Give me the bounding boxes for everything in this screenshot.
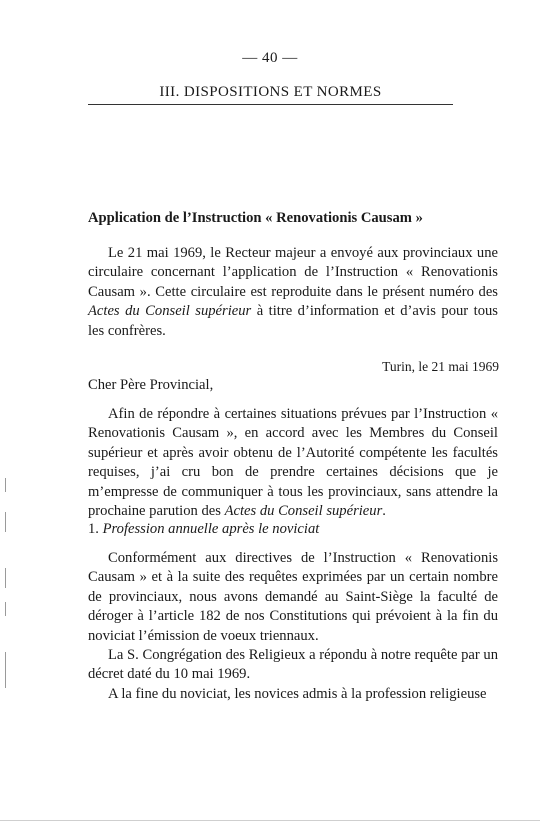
scan-mark bbox=[5, 652, 6, 688]
subsection-title: Profession annuelle après le noviciat bbox=[102, 521, 320, 537]
section-title: III. DISPOSITIONS ET NORMES bbox=[159, 84, 382, 100]
dateline: Turin, le 21 mai 1969 bbox=[382, 359, 499, 374]
intro-text-1: Le 21 mai 1969, le Recteur majeur a envoyé aux provinciaux une circulaire concernant l’application de l’Instruction « Renovationis Causam ». Cette circulaire est reproduite dans le présent numéro des bbox=[88, 245, 498, 300]
letter-paragraph-3: La S. Congrégation des Religieux a répondu à notre requête par un décret daté du 10 mai 1969. bbox=[88, 647, 498, 683]
letter-para1-italic-title: Actes du Conseil supérieur bbox=[224, 503, 383, 520]
letter-paragraph-2: Conformément aux directives de l’Instruction « Renovationis Causam » et à la suite des requêtes exprimées par un certain nombre de provinciaux, nous avons demandé au Saint-Siège la faculté de déroger à l’article 182 de nos Constitutions qui prévoient à la fin du noviciat l’émission de voeux triennaux. bbox=[88, 550, 498, 644]
page-number: — 40 — bbox=[242, 50, 298, 66]
subsection-heading bbox=[88, 521, 319, 538]
letter-paragraph-4: A la fine du noviciat, les novices admis à la profession religieuse bbox=[108, 686, 487, 702]
article-title: Application de l’Instruction « Renovationis Causam » bbox=[88, 210, 423, 226]
scan-mark bbox=[5, 568, 6, 588]
intro-italic-title: Actes du Conseil supérieur bbox=[88, 303, 252, 320]
scan-mark bbox=[5, 512, 6, 532]
letter-paragraph-1 bbox=[88, 405, 498, 521]
scan-edge bbox=[0, 820, 540, 821]
header-rule bbox=[88, 104, 453, 105]
scan-mark bbox=[5, 478, 6, 492]
intro-paragraph bbox=[88, 244, 498, 341]
letter-para1-text-1: Afin de répondre à certaines situations prévues par l’Instruction « Renovationis Causam », en accord avec les Membres du Conseil supérieur et après avoir obtenu de l’Autorité compétente les facultés requises, j’ai cru bon de prendre certaines décisions que je m’empresse de communiquer à tous les provinciaux, sans attendre la prochaine parution des bbox=[88, 406, 498, 520]
intro-text-2: à titre d’information et d’avis pour tous les confrères. bbox=[88, 303, 498, 339]
subsection-number: 1. bbox=[88, 521, 99, 537]
letter-para1-text-2: . bbox=[382, 503, 386, 520]
salutation: Cher Père Provincial, bbox=[88, 377, 214, 393]
scan-mark bbox=[5, 602, 6, 616]
